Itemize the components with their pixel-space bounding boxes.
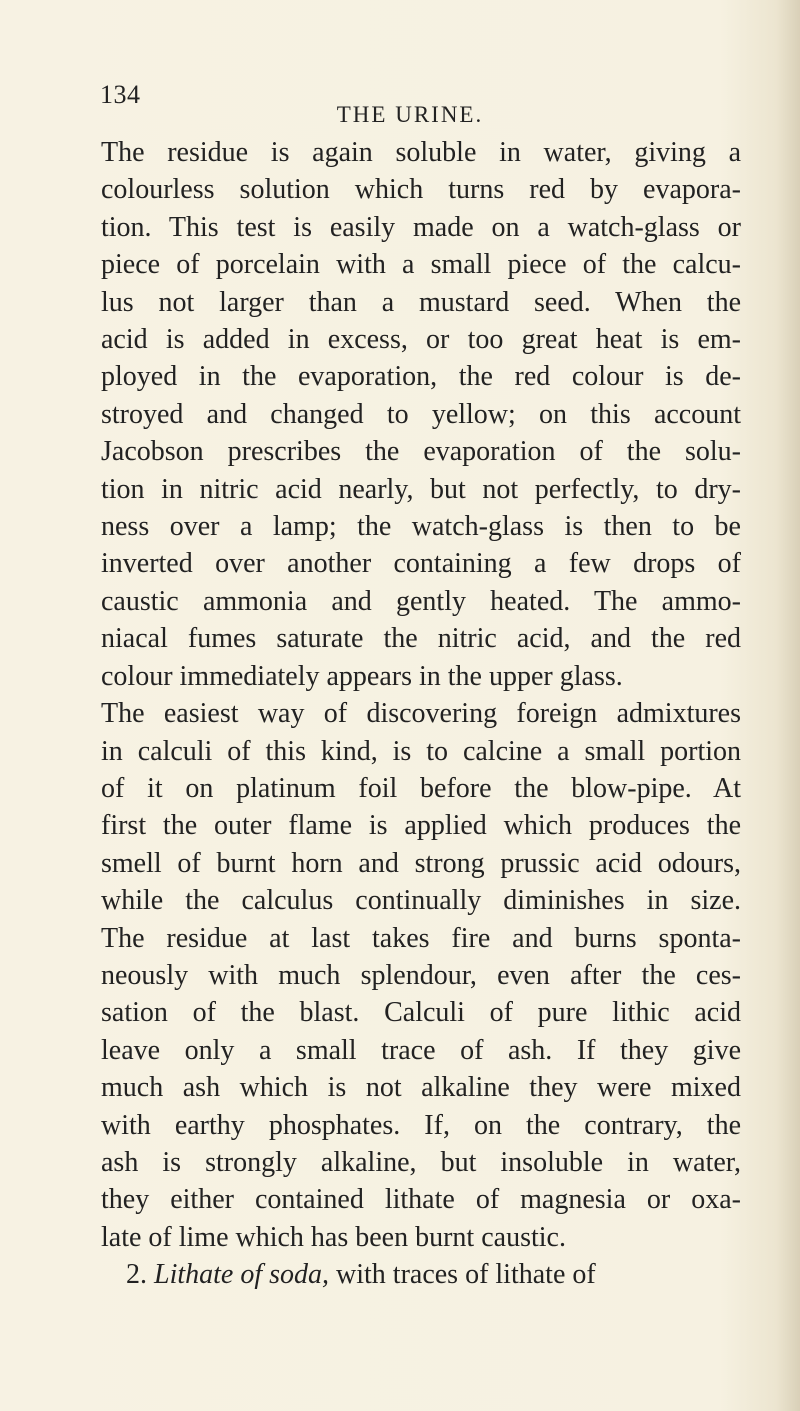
text-line-final: [101, 1256, 741, 1293]
text-line: Jacobson prescribes the evaporation of the solu-: [101, 436, 741, 468]
list-number: 2.: [126, 1259, 147, 1291]
text-line: The easiest way of discovering foreign admixtures: [101, 698, 741, 730]
text-line: colour immediately appears in the upper glass.: [101, 660, 623, 692]
page-number: 134: [100, 80, 141, 109]
text-line: sation of the blast. Calculi of pure lithic acid: [101, 997, 741, 1029]
text-line: The residue at last takes fire and burns sponta-: [101, 922, 741, 954]
text-line: they either contained lithate of magnesia or oxa-: [101, 1184, 741, 1216]
text-fragment: with traces of lithate of: [336, 1259, 596, 1291]
text-line: neously with much splendour, even after the ces-: [101, 959, 741, 991]
body-text: [101, 134, 741, 1294]
text-line: ness over a lamp; the watch-glass is then to be: [101, 511, 741, 543]
text-line: acid is added in excess, or too great heat is em-: [101, 324, 741, 356]
text-line: colourless solution which turns red by evapora-: [101, 174, 741, 206]
text-line: of it on platinum foil before the blow-pipe. At: [101, 772, 741, 804]
text-line: stroyed and changed to yellow; on this account: [101, 398, 741, 430]
text-line: first the outer flame is applied which produces the: [101, 810, 741, 842]
text-line: while the calculus continually diminishes in size.: [101, 885, 741, 917]
text-line: smell of burnt horn and strong prussic acid odours,: [101, 847, 741, 879]
text-line: caustic ammonia and gently heated. The ammo-: [101, 585, 741, 617]
text-line: lus not larger than a mustard seed. When the: [101, 286, 741, 318]
text-line: with earthy phosphates. If, on the contrary, the: [101, 1109, 741, 1141]
text-line: leave only a small trace of ash. If they give: [101, 1034, 741, 1066]
text-line: niacal fumes saturate the nitric acid, and the red: [101, 623, 741, 655]
text-line: much ash which is not alkaline they were mixed: [101, 1072, 741, 1104]
text-line: in calculi of this kind, is to calcine a small portion: [101, 735, 741, 767]
text-line: The residue is again soluble in water, giving a: [101, 137, 741, 168]
text-line: piece of porcelain with a small piece of the calcu-: [101, 249, 741, 281]
text-line: ash is strongly alkaline, but insoluble in water,: [101, 1146, 741, 1178]
text-line: inverted over another containing a few drops of: [101, 548, 741, 580]
text-line: tion in nitric acid nearly, but not perfectly, to dry-: [101, 473, 741, 505]
text-line: ployed in the evaporation, the red colour is de-: [101, 361, 741, 393]
text-line: tion. This test is easily made on a watch-glass or: [101, 211, 741, 243]
text-line: late of lime which has been burnt caustic.: [101, 1221, 566, 1253]
running-head: THE URINE.: [336, 102, 484, 127]
italic-term: Lithate of soda,: [154, 1259, 330, 1291]
